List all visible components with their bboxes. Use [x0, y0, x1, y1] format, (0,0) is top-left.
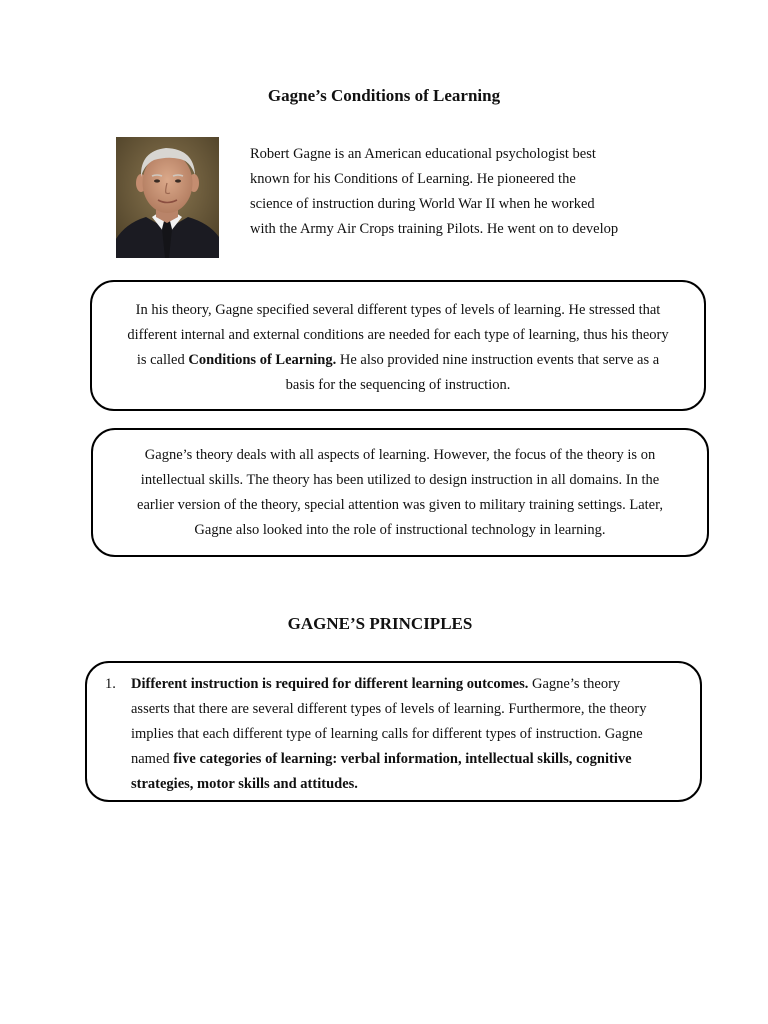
intro-line: Robert Gagne is an American educational psychologist best	[250, 146, 596, 162]
principle-line: implies that each different type of learning calls for different types of instruction. Gagne	[131, 726, 643, 742]
focus-line: earlier version of the theory, special attention was given to military training settings. Later,	[137, 497, 663, 513]
focus-line: Gagne also looked into the role of instructional technology in learning.	[194, 522, 606, 538]
principle-line-pre: named	[131, 751, 174, 767]
theory-line-pre: is called	[136, 352, 189, 368]
page-title: Gagne’s Conditions of Learning	[267, 86, 501, 105]
intro-line: known for his Conditions of Learning. He pioneered the	[250, 171, 576, 187]
principle-line	[131, 672, 701, 697]
focus-line: intellectual skills. The theory has been utilized to design instruction in all domains. In the	[140, 472, 660, 488]
theory-paragraph	[92, 282, 704, 398]
portrait-photo	[116, 137, 219, 258]
theory-line	[92, 348, 704, 373]
principle-text	[131, 672, 701, 797]
five-categories-text-cont: strategies, motor skills and attitudes.	[131, 776, 358, 792]
theory-line: basis for the sequencing of instruction.	[285, 377, 511, 393]
list-number: 1.	[105, 676, 116, 692]
focus-paragraph	[93, 430, 707, 543]
conditions-of-learning-term: Conditions of Learning.	[188, 352, 337, 368]
principles-box	[85, 661, 702, 802]
intro-paragraph	[250, 142, 670, 242]
principle-heading: Different instruction is required for different learning outcomes.	[131, 676, 529, 692]
intro-line: with the Army Air Crops training Pilots. He went on to develop	[250, 221, 619, 237]
intro-line: science of instruction during World War II when he worked	[250, 196, 595, 212]
principle-line	[131, 747, 701, 772]
section-title: GAGNE’S PRINCIPLES	[287, 614, 473, 633]
theory-box	[90, 280, 706, 411]
focus-box	[91, 428, 709, 557]
principle-heading-rest: Gagne’s theory	[528, 676, 621, 692]
five-categories-text: five categories of learning: verbal information, intellectual skills, cognitive	[173, 751, 632, 767]
theory-line: In his theory, Gagne specified several different types of levels of learning. He stressed that	[135, 302, 661, 318]
principle-line: asserts that there are several different types of levels of learning. Furthermore, the theory	[131, 701, 647, 717]
theory-line: different internal and external conditions are needed for each type of learning, thus his theory	[127, 327, 669, 343]
focus-line: Gagne’s theory deals with all aspects of learning. However, the focus of the theory is on	[144, 447, 656, 463]
principle-line	[131, 772, 701, 797]
theory-line-post: He also provided nine instruction events that serve as a	[336, 352, 660, 368]
